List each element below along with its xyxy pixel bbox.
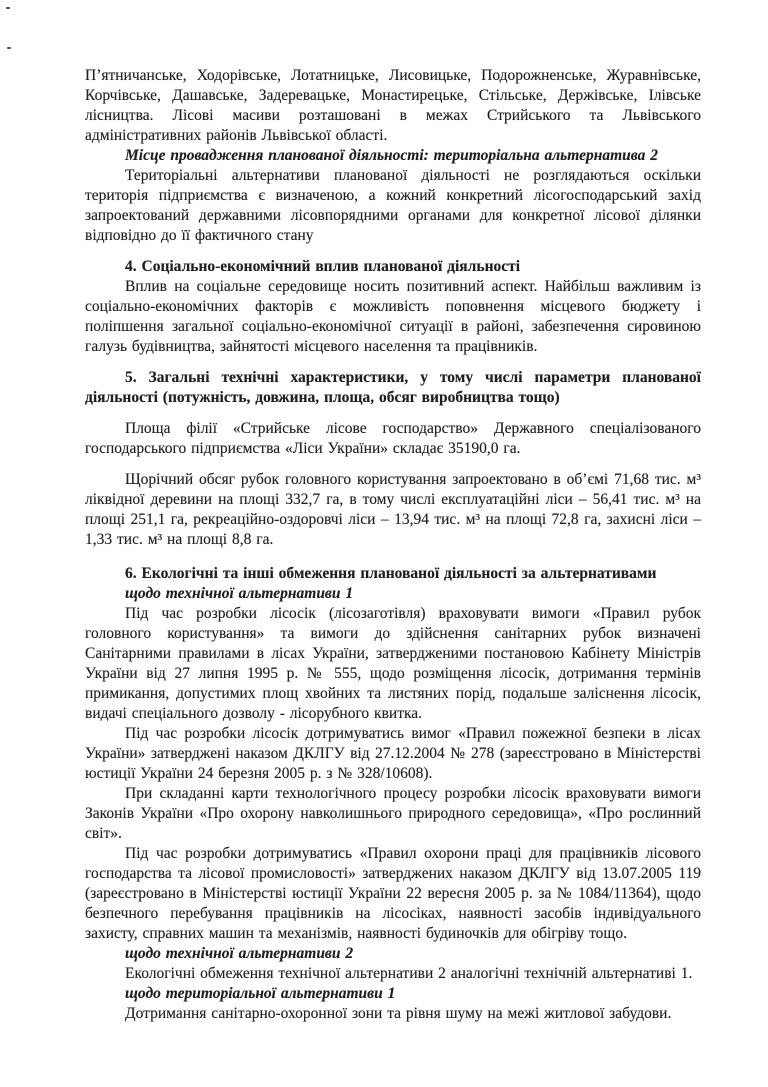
heading-section-6-ecological-restrictions: 6. Екологічні та інші обмеження планованої діяльності за альтернативами <box>125 565 657 582</box>
paragraph-logging-rules-requirements: Під час розробки лісосік (лісозаготівля) враховувати вимоги «Правил рубок головного користування» та вимоги до здійснення санітарних рубок визначені Санітарними правилами в лісах України, затвердженими постановою Кабінету Міністрів України від 27 липня 1995 р. № 555, щодо розміщення лісосік, дотримання термінів примикання, допустимих площ хвойних та листяних порід, подальше заліснення лісосік, видачі спеціального дозволу - лісорубного квитка. <box>85 605 701 722</box>
paragraph-annual-logging-volume: Щорічний обсяг рубок головного користування запроектовано в об’ємі 71,68 тис. м³ ліквідної деревини на площі 332,7 га, в тому числі експлуатаційні ліси – 56,41 тис. м³ на площі 251,1 га, рекреаційно-оздоровчі ліси – 13,94 тис. м³ на площі 72,8 га, захисні ліси – 1,33 тис. м³ на площі 8,8 га. <box>85 471 701 548</box>
paragraph-social-impact: Вплив на соціальне середовище носить позитивний аспект. Найбільш важливим із соціально-економічних факторів є можливість поповнення місцевого бюджету і поліпшення загальної соціально-економічної ситуації в районі, забезпечення сировиною галузь будівництва, зайнятості місцевого населення та працівників. <box>85 278 701 355</box>
subheading-technical-alternative-1: щодо технічної альтернативи 1 <box>125 585 354 602</box>
scan-artifact-dot-top <box>6 7 10 9</box>
paragraph-sanitary-protection-zone: Дотримання санітарно-охоронної зони та рівня шуму на межі житлової забудови. <box>125 1005 672 1022</box>
document-text-block <box>85 66 701 1024</box>
paragraph-labor-protection-rules: Під час розробки дотримуватись «Правил охорони праці для працівників лісового господарства та лісової промисловості» затверджених наказом ДКЛГУ від 13.07.2005 119 (зареєстровано в Міністерстві юстиції України 22 вересня 2005 р. за № 1084/11364), щодо безпечного перебування працівників на лісосіках, наявності засобів індивідуального захисту, справних машин та механізмів, наявності будиночків для обігріву тощо. <box>85 845 701 942</box>
paragraph-technological-process-map: При складанні карти технологічного процесу розробки лісосік враховувати вимоги Законів України «Про охорону навколишнього природного середовища», «Про рослинний світ». <box>85 785 701 842</box>
subheading-territorial-alternative-1: щодо територіальної альтернативи 1 <box>125 985 396 1002</box>
heading-place-of-activity-territorial-alt-2: Місце провадження планованої діяльності: територіальна альтернатива 2 <box>125 147 658 164</box>
subheading-technical-alternative-2: щодо технічної альтернативи 2 <box>125 945 354 962</box>
paragraph-territorial-alternatives: Територіальні альтернативи планованої діяльності не розглядаються оскільки територія підприємства є визначеною, а кожний конкретний лісогосподарський захід запроектований державними лісовпорядними органами для конкретної лісової ділянки відповідно до її фактичного стану <box>85 167 701 244</box>
heading-section-4-socioeconomic-impact: 4. Соціально-економічний вплив планованої діяльності <box>125 258 521 275</box>
heading-section-5-technical-characteristics: 5. Загальні технічні характеристики, у тому числі параметри планованої діяльності (потужність, довжина, площа, обсяг виробництва тощо) <box>85 369 701 406</box>
paragraph-fire-safety-rules: Під час розробки лісосік дотримуватись вимог «Правил пожежної безпеки в лісах України» затверджені наказом ДКЛГУ від 27.12.2004 № 278 (зареєстровано в Міністерстві юстиції України 24 березня 2005 р. з № 328/10608). <box>85 725 701 782</box>
paragraph-technical-alternative-2-restrictions: Екологічні обмеження технічної альтернативи 2 аналогічні технічній альтернативі 1. <box>125 965 693 982</box>
paragraph-branch-area: Площа філії «Стрийське лісове господарство» Державного спеціалізованого господарського підприємства «Ліси України» складає 35190,0 га. <box>85 420 701 457</box>
scan-artifact-dot-left <box>7 47 11 49</box>
paragraph-forestry-units-list: П’ятничанське, Ходорівське, Лотатницьке, Лисовицьке, Подорожненське, Журавнівське, Корчівське, Дашавське, Задеревацьке, Монастирецьке, Стільське, Держівське, Ілівське лісництва. Лісові масиви розташовані в межах Стрийського та Львівського адміністративних районів Львівської області. <box>85 67 701 144</box>
